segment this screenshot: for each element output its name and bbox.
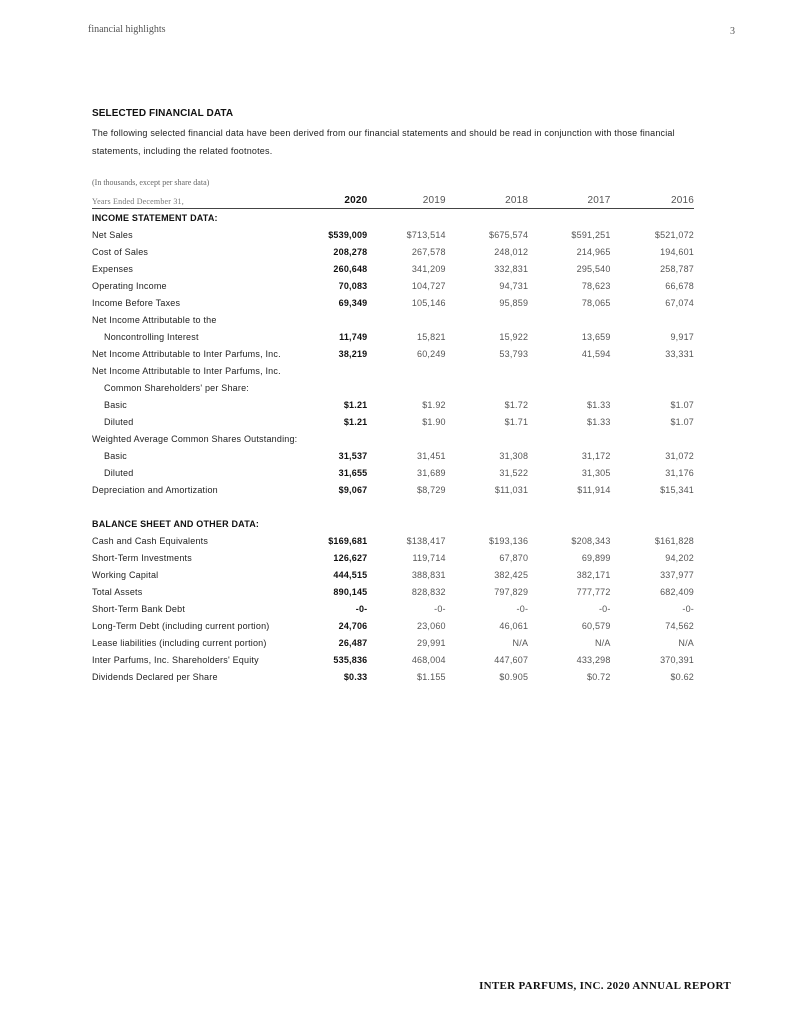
value-cell: $1.90	[422, 416, 446, 427]
value-cell: N/A	[678, 637, 694, 648]
row-label: Net Income Attributable to the	[92, 314, 217, 325]
value-cell: 433,298	[576, 654, 611, 665]
value-cell: -0-	[516, 603, 529, 614]
row-label: Common Shareholders' per Share:	[104, 382, 249, 393]
row-label: Short-Term Investments	[92, 552, 192, 563]
value-cell: 53,793	[499, 348, 529, 359]
value-cell	[528, 379, 610, 396]
value-cell: N/A	[512, 637, 529, 648]
value-cell: 31,451	[417, 450, 446, 461]
row-label: Income Before Taxes	[92, 297, 181, 308]
value-cell	[367, 430, 445, 447]
section-heading-row	[92, 209, 694, 227]
value-cell: 260,648	[333, 263, 368, 274]
table-row	[92, 549, 694, 566]
value-cell: -0-	[434, 603, 446, 614]
row-label: Lease liabilities (including current portion)	[92, 637, 267, 648]
value-cell: 890,145	[333, 586, 368, 597]
value-cell: 31,305	[581, 467, 611, 478]
value-cell: $591,251	[571, 229, 611, 240]
value-cell: $8,729	[417, 484, 446, 495]
value-cell: $675,574	[489, 229, 529, 240]
value-cell	[367, 362, 445, 379]
value-cell: N/A	[594, 637, 611, 648]
running-head: financial highlights	[88, 24, 166, 35]
value-cell: 66,678	[665, 280, 694, 291]
table-row	[92, 294, 694, 311]
table-row	[92, 311, 694, 328]
row-label: Working Capital	[92, 569, 159, 580]
value-cell: 38,219	[338, 348, 368, 359]
table-row	[92, 464, 694, 481]
table-row	[92, 396, 694, 413]
value-cell: 60,579	[581, 620, 611, 631]
value-cell: 208,278	[333, 246, 368, 257]
row-label: Net Income Attributable to Inter Parfums, Inc.	[92, 365, 281, 376]
value-cell: -0-	[355, 603, 368, 614]
table-row	[92, 430, 694, 447]
value-cell	[446, 379, 528, 396]
value-cell: $11,914	[577, 484, 611, 495]
value-cell: 31,689	[417, 467, 446, 478]
value-cell	[367, 311, 445, 328]
units-note: (In thousands, except per share data)	[92, 178, 210, 187]
value-cell: 214,965	[576, 246, 611, 257]
value-cell: 26,487	[338, 637, 368, 648]
value-cell: 258,787	[660, 263, 694, 274]
value-cell	[327, 311, 367, 328]
value-cell	[367, 379, 445, 396]
value-cell: 78,623	[581, 280, 611, 291]
table-row	[92, 532, 694, 549]
row-label: Depreciation and Amortization	[92, 484, 218, 495]
year-header: 2018	[446, 187, 528, 209]
value-cell: 33,331	[665, 348, 694, 359]
spacer-row	[92, 498, 694, 515]
value-cell: 67,074	[665, 297, 694, 308]
value-cell: $1.07	[670, 399, 694, 410]
value-cell: 31,537	[338, 450, 368, 461]
value-cell	[446, 362, 528, 379]
table-row	[92, 379, 694, 396]
value-cell: $1.72	[504, 399, 529, 410]
value-cell: 94,202	[665, 552, 694, 563]
value-cell: 828,832	[411, 586, 446, 597]
value-cell: 119,714	[412, 552, 446, 563]
value-cell: 194,601	[660, 246, 694, 257]
value-cell: 15,922	[499, 331, 529, 342]
value-cell: $11,031	[494, 484, 529, 495]
table-row	[92, 651, 694, 668]
row-label: Inter Parfums, Inc. Shareholders' Equity	[92, 654, 259, 665]
value-cell	[327, 430, 367, 447]
value-cell	[528, 362, 610, 379]
value-cell: 29,991	[417, 637, 446, 648]
value-cell: $0.905	[499, 671, 529, 682]
row-label: Diluted	[104, 416, 134, 427]
value-cell: 104,727	[411, 280, 446, 291]
value-cell: 11,749	[339, 331, 368, 342]
table-row	[92, 668, 694, 685]
value-cell: $1.92	[422, 399, 446, 410]
value-cell	[327, 362, 367, 379]
table-row	[92, 583, 694, 600]
value-cell: 370,391	[660, 654, 694, 665]
row-label: Operating Income	[92, 280, 167, 291]
value-cell: 69,349	[338, 297, 368, 308]
year-header: 2017	[528, 187, 610, 209]
value-cell: 13,659	[581, 331, 611, 342]
value-cell	[611, 362, 694, 379]
row-label: Basic	[104, 399, 128, 410]
value-cell: -0-	[598, 603, 611, 614]
row-label: Cash and Cash Equivalents	[92, 535, 209, 546]
value-cell: 70,083	[338, 280, 368, 291]
value-cell: 9,917	[670, 331, 694, 342]
row-label: Short-Term Bank Debt	[92, 603, 186, 614]
value-cell: $0.72	[587, 671, 611, 682]
table-row	[92, 226, 694, 243]
value-cell: $1.21	[343, 399, 368, 410]
row-label: Expenses	[92, 263, 134, 274]
row-label: Weighted Average Common Shares Outstanding:	[92, 433, 298, 444]
table-row	[92, 447, 694, 464]
value-cell: $1.21	[343, 416, 368, 427]
value-cell: $539,009	[328, 229, 368, 240]
value-cell: 248,012	[494, 246, 529, 257]
value-cell: 95,859	[499, 297, 529, 308]
value-cell	[611, 311, 694, 328]
value-cell: 105,146	[411, 297, 446, 308]
row-label: Long-Term Debt (including current portion)	[92, 620, 270, 631]
value-cell: $0.33	[343, 671, 368, 682]
row-label: Basic	[104, 450, 128, 461]
year-header: 2020	[327, 187, 367, 209]
value-cell: $161,828	[654, 535, 694, 546]
value-cell: 468,004	[411, 654, 446, 665]
value-cell: 24,706	[338, 620, 368, 631]
row-label: Noncontrolling Interest	[104, 331, 199, 342]
value-cell: 295,540	[576, 263, 611, 274]
value-cell: 535,836	[333, 654, 368, 665]
row-label: Dividends Declared per Share	[92, 671, 218, 682]
section-title: SELECTED FINANCIAL DATA	[92, 108, 234, 119]
value-cell: $208,343	[571, 535, 611, 546]
value-cell: $0.62	[670, 671, 694, 682]
footer-report-title: INTER PARFUMS, INC. 2020 ANNUAL REPORT	[479, 980, 731, 992]
table-row	[92, 243, 694, 260]
value-cell: 31,308	[499, 450, 529, 461]
table-row	[92, 413, 694, 430]
value-cell: 69,899	[581, 552, 611, 563]
value-cell: $15,341	[660, 484, 694, 495]
value-cell: $138,417	[406, 535, 446, 546]
table-row	[92, 617, 694, 634]
page-number: 3	[730, 26, 735, 37]
year-header: 2016	[611, 187, 694, 209]
value-cell: $9,067	[338, 484, 368, 495]
value-cell: 15,821	[417, 331, 446, 342]
value-cell: 60,249	[417, 348, 446, 359]
value-cell: 23,060	[417, 620, 446, 631]
value-cell: 78,065	[581, 297, 611, 308]
value-cell: 447,607	[494, 654, 529, 665]
value-cell: 682,409	[660, 586, 694, 597]
value-cell: 341,209	[411, 263, 446, 274]
value-cell	[446, 311, 528, 328]
section-heading-row	[92, 515, 694, 532]
value-cell: 126,627	[333, 552, 368, 563]
balance-sheet-heading: BALANCE SHEET AND OTHER DATA:	[92, 518, 260, 529]
value-cell: 67,870	[499, 552, 529, 563]
table-row	[92, 277, 694, 294]
table-row	[92, 481, 694, 498]
years-label: Years Ended December 31,	[92, 187, 327, 209]
table-row	[92, 260, 694, 277]
intro-paragraph: The following selected financial data have been derived from our financial statements and should be read in conjunction with those financial statements, including the related footnotes.	[92, 128, 675, 156]
table-header-row	[92, 187, 694, 209]
value-cell: $521,072	[654, 229, 694, 240]
value-cell: $713,514	[406, 229, 446, 240]
year-header: 2019	[367, 187, 445, 209]
value-cell: 332,831	[494, 263, 529, 274]
value-cell: -0-	[682, 603, 694, 614]
value-cell: 94,731	[499, 280, 529, 291]
value-cell: 444,515	[333, 569, 368, 580]
value-cell: 777,772	[576, 586, 611, 597]
row-label: Diluted	[104, 467, 134, 478]
value-cell: $169,681	[328, 535, 368, 546]
value-cell	[528, 430, 610, 447]
income-statement-heading: INCOME STATEMENT DATA:	[92, 212, 218, 223]
value-cell: $1.33	[587, 416, 611, 427]
value-cell: 74,562	[665, 620, 694, 631]
table-row	[92, 345, 694, 362]
row-label: Cost of Sales	[92, 246, 149, 257]
value-cell: 31,522	[499, 467, 529, 478]
value-cell: 46,061	[499, 620, 529, 631]
value-cell	[446, 430, 528, 447]
table-row	[92, 600, 694, 617]
table-row	[92, 566, 694, 583]
value-cell	[611, 379, 694, 396]
value-cell: $1.07	[670, 416, 694, 427]
value-cell: $1.71	[504, 416, 529, 427]
value-cell: 797,829	[494, 586, 529, 597]
value-cell: 31,072	[665, 450, 694, 461]
value-cell: 337,977	[660, 569, 694, 580]
value-cell: 31,172	[581, 450, 611, 461]
table-row	[92, 328, 694, 345]
table-row	[92, 362, 694, 379]
value-cell: 382,425	[494, 569, 529, 580]
value-cell: 41,594	[581, 348, 611, 359]
value-cell: 267,578	[411, 246, 446, 257]
value-cell: $1.33	[587, 399, 611, 410]
financial-data-table	[92, 187, 694, 685]
table-row	[92, 634, 694, 651]
value-cell: 31,176	[665, 467, 694, 478]
value-cell: 31,655	[338, 467, 368, 478]
value-cell: $193,136	[489, 535, 529, 546]
value-cell	[528, 311, 610, 328]
value-cell	[611, 430, 694, 447]
value-cell	[327, 379, 367, 396]
value-cell: $1.155	[417, 671, 446, 682]
row-label: Net Income Attributable to Inter Parfums, Inc.	[92, 348, 281, 359]
value-cell: 382,171	[576, 569, 611, 580]
row-label: Net Sales	[92, 229, 133, 240]
value-cell: 388,831	[411, 569, 446, 580]
row-label: Total Assets	[92, 586, 143, 597]
